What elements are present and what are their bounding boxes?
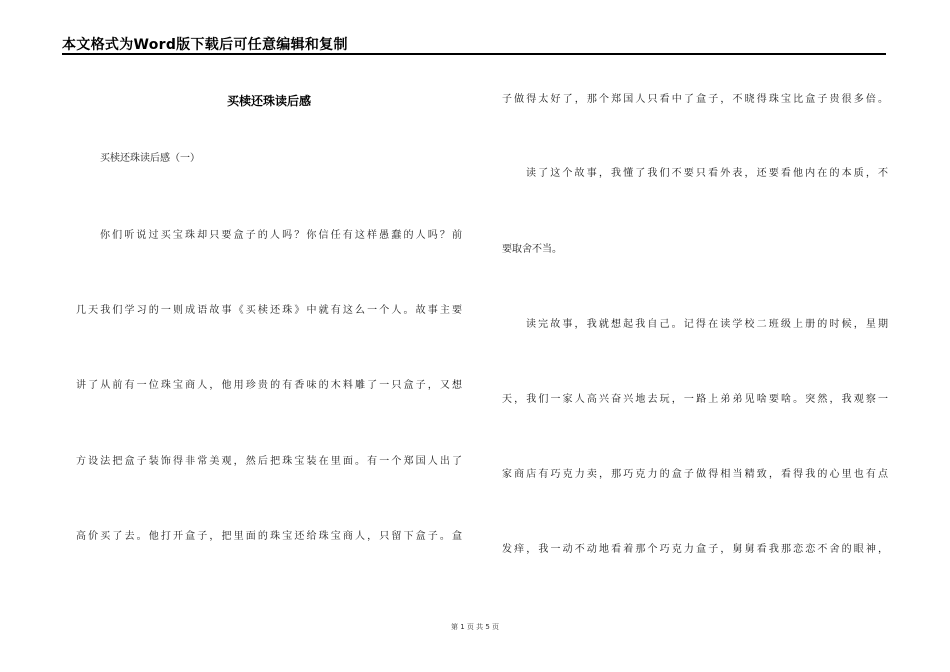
document-header-banner: 本文格式为Word版下载后可任意编辑和复制 — [62, 37, 348, 53]
header-divider — [62, 53, 886, 55]
left-column-line: 方设法把盒子装饰得非常美观，然后把珠宝装在里面。有一个郑国人出了 — [76, 456, 462, 467]
right-column-line: 读完故事，我就想起我自己。记得在读学校二班级上册的时候，星期 — [526, 319, 888, 330]
right-column-line: 子做得太好了，那个郑国人只看中了盒子，不晓得珠宝比盒子贵很多倍。 — [502, 94, 888, 105]
right-column-line: 要取舍不当。 — [502, 244, 562, 255]
right-column-line: 读了这个故事，我懂了我们不要只看外表，还要看他内在的本质，不 — [526, 168, 888, 179]
right-column-line: 天，我们一家人高兴奋兴地去玩，一路上弟弟见啥要啥。突然，我观察一 — [502, 394, 888, 405]
right-column-line: 发痒，我一动不动地看着那个巧克力盒子，舅舅看我那恋恋不舍的眼神， — [502, 544, 888, 555]
page-indicator: 第 1 页 共 5 页 — [450, 623, 500, 631]
left-column-line: 几天我们学习的一则成语故事《买椟还珠》中就有这么一个人。故事主要 — [76, 305, 462, 316]
left-column-line: 高价买了去。他打开盒子，把里面的珠宝还给珠宝商人，只留下盒子。盒 — [76, 531, 462, 542]
right-column-line: 家商店有巧克力卖，那巧克力的盒子做得相当精致，看得我的心里也有点 — [502, 469, 888, 480]
left-column-line: 讲了从前有一位珠宝商人，他用珍贵的有香味的木料雕了一只盒子，又想 — [76, 380, 462, 391]
left-column-subtitle: 买椟还珠读后感（一） — [100, 153, 200, 164]
document-title: 买椟还珠读后感 — [226, 94, 311, 108]
left-column-line: 你们听说过买宝珠却只要盒子的人吗？你信任有这样愚蠢的人吗？前 — [100, 230, 462, 241]
